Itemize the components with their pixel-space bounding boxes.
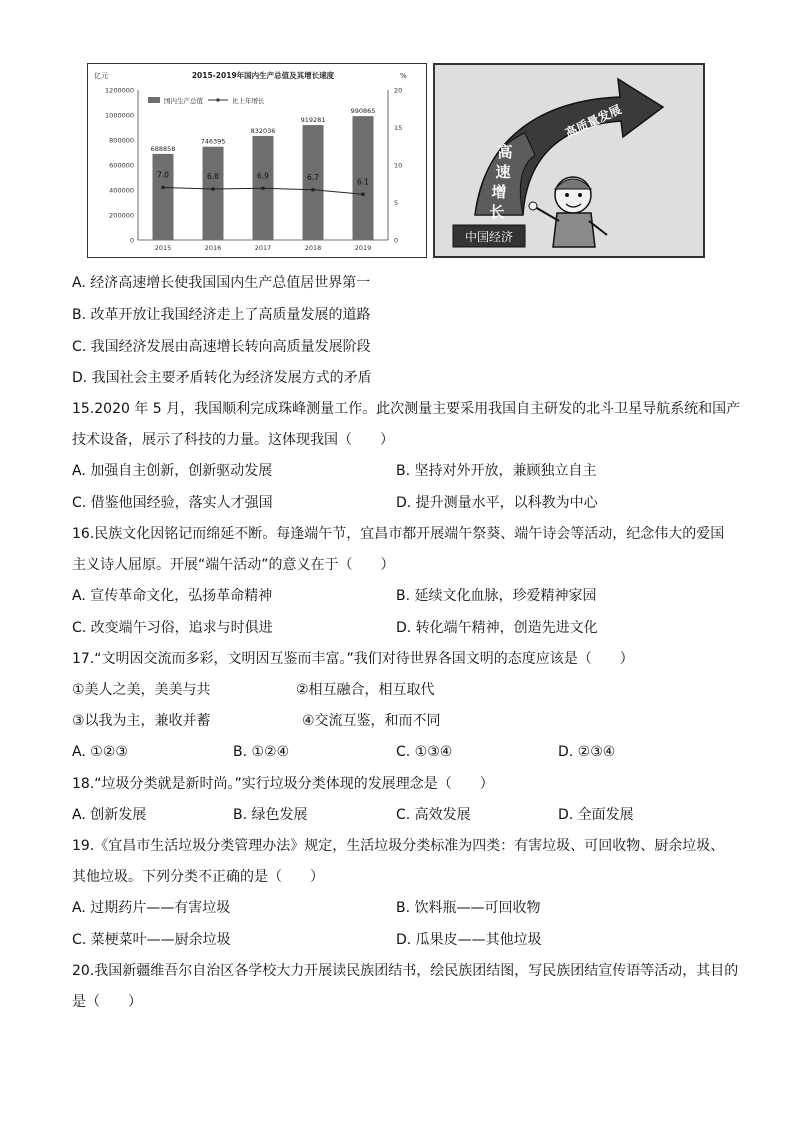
growth-point-2017 [261,186,265,190]
legend-line-label: 比上年增长 [232,97,265,105]
q15-stem-line1: 15.2020 年 5 月，我国顺利完成珠峰测量工作。此次测量主要采用我国自主研发的北斗卫星导航系统和国产 [72,401,741,417]
q17-option-a: A. ①②③ [72,744,128,760]
gdp-bar-label-2015: 688858 [150,144,176,153]
arrow-label: 高质量发展 [563,102,624,141]
q18-option-d: D. 全面发展 [558,807,634,823]
y-left-tick-label: 200000 [109,211,134,220]
y-left-tick-label: 400000 [109,186,134,195]
x-tick-label-2016: 2016 [204,244,222,252]
q19-option-c: C. 菜梗菜叶——厨余垃圾 [72,932,231,948]
x-tick-label-2015: 2015 [154,244,172,252]
y-right-tick-label: 20 [394,86,403,95]
q17-statement-1: ①美人之美，美美与共 [72,682,211,698]
economy-cartoon-svg [435,65,703,256]
column-char-4: 长 [489,203,505,221]
economy-cartoon [433,63,705,258]
y-left-tick-label: 800000 [109,136,134,145]
q15-option-c: C. 借鉴他国经验，落实人才强国 [72,495,273,511]
y-right-tick-label: 15 [394,124,403,132]
y-right-tick-label: 10 [394,161,403,170]
base-label: 中国经济 [464,230,514,244]
q15-option-a: A. 加强自主创新，创新驱动发展 [72,463,273,479]
q20-stem-line1: 20.我国新疆维吾尔自治区各学校大力开展读民族团结书，绘民族团结图，写民族团结宣传语等活动，其目的 [72,963,739,979]
q15-option-d: D. 提升测量水平，以科教为中心 [396,495,598,511]
q16-stem-line1: 16.民族文化因铭记而绵延不断。每逢端午节，宜昌市都开展端午祭葵、端午诗会等活动，纪念伟大的爱国 [72,526,725,542]
q19-option-d: D. 瓜果皮——其他垃圾 [396,932,542,948]
gdp-bar-label-2018: 919281 [300,116,326,125]
legend-bar-label: 国内生产总值 [164,97,203,105]
q14-option-a: A. 经济高速增长使我国国内生产总值居世界第一 [72,275,371,291]
gdp-chart-svg [88,64,426,257]
y-right-tick-label: 0 [394,236,399,245]
gdp-bar-label-2016: 746395 [200,137,226,146]
q17-option-c: C. ①③④ [396,744,453,760]
column-char-2: 速 [495,163,511,181]
gdp-bar-label-2019: 990865 [350,107,376,116]
growth-point-2016 [211,187,215,191]
y-left-tick-label: 0 [129,236,134,245]
growth-point-2015 [161,186,165,190]
q16-option-c: C. 改变端午习俗，追求与时俱进 [72,620,273,636]
q18-option-a: A. 创新发展 [72,807,147,823]
y-left-tick-label: 1200000 [105,86,134,95]
q16-stem-line2: 主义诗人屈原。开展“端午活动”的意义在于（ ） [72,557,395,573]
gdp-chart [87,63,427,258]
y-left-tick-label: 600000 [109,161,134,170]
growth-label-2016: 6.8 [207,172,219,181]
chart-title: 2015-2019年国内生产总值及其增长速度 [191,71,335,80]
y-right-tick-label: 5 [394,199,399,207]
x-tick-label-2018: 2018 [304,244,322,252]
q18-option-c: C. 高效发展 [396,807,471,823]
y-right-unit: % [400,72,407,80]
q15-option-b: B. 坚持对外开放，兼顾独立自主 [396,463,597,479]
y-left-tick-label: 1000000 [105,111,134,120]
gdp-bar-2015 [153,154,174,240]
q16-option-d: D. 转化端午精神，创造先进文化 [396,620,598,636]
growth-point-2018 [311,188,315,192]
q19-stem-line2: 其他垃圾。下列分类不正确的是（ ） [72,869,324,885]
gdp-bar-2016 [203,147,224,240]
q20-stem-line2: 是（ ） [72,994,142,1010]
growth-label-2017: 6.9 [257,171,269,181]
q17-stem: 17.“文明因交流而多彩，文明因互鉴而丰富。”我们对待世界各国文明的态度应该是（ ） [72,651,634,667]
q19-stem-line1: 19.《宜昌市生活垃圾分类管理办法》规定，生活垃圾分类标准为四类：有害垃圾、可回收物、厨余垃圾、 [72,838,725,854]
y-left-unit: 亿元 [94,72,108,80]
growth-label-2015: 7.0 [157,170,169,180]
q19-option-b: B. 饮料瓶——可回收物 [396,900,541,916]
q17-statement-4: ④交流互鉴，和而不同 [302,713,441,729]
q17-statement-3: ③以我为主，兼收并蓄 [72,713,211,729]
growth-label-2018: 6.7 [307,172,319,182]
x-tick-label-2017: 2017 [254,244,272,252]
q17-option-b: B. ①②④ [233,744,290,760]
q18-option-b: B. 绿色发展 [233,807,308,823]
q14-option-d: D. 我国社会主要矛盾转化为经济发展方式的矛盾 [72,370,372,386]
gdp-bar-2018 [303,125,324,240]
column-char-1: 高 [497,143,513,161]
q17-statement-2: ②相互融合，相互取代 [296,682,435,698]
legend-line-marker [216,98,219,101]
q14-option-c: C. 我国经济发展由高速增长转向高质量发展阶段 [72,339,371,355]
x-tick-label-2019: 2019 [354,244,372,252]
q19-option-a: A. 过期药片——有害垃圾 [72,900,231,916]
growth-point-2019 [361,192,365,196]
legend-bar-swatch [148,97,160,103]
q16-option-a: A. 宣传革命文化，弘扬革命精神 [72,588,273,604]
q16-option-b: B. 延续文化血脉，珍爱精神家园 [396,588,597,604]
q14-option-b: B. 改革开放让我国经济走上了高质量发展的道路 [72,307,371,323]
growth-label-2019: 6.1 [357,177,369,187]
q17-option-d: D. ②③④ [558,744,616,760]
column-char-3: 增 [491,183,507,201]
q15-stem-line2: 技术设备，展示了科技的力量。这体现我国（ ） [72,432,394,448]
gdp-bar-label-2017: 832036 [250,126,276,135]
q18-stem: 18.“垃圾分类就是新时尚。”实行垃圾分类体现的发展理念是（ ） [72,776,494,792]
